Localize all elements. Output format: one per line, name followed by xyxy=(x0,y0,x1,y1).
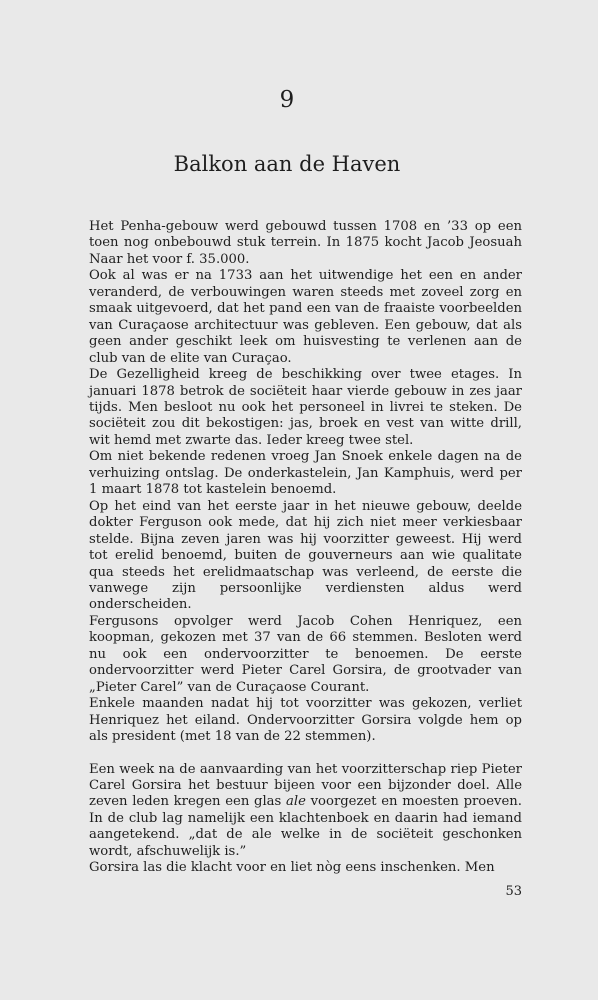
paragraph-2: Ook al was er na 1733 aan het uitwendige het een en ander veranderd, de verbouwingen waren steeds met zoveel zorg en smaak uitgevoerd, dat het pand een van de fraaiste voorbeelden van Curaçaose architectuur was gebleven. Een gebouw, dat als geen ander geschikt leek om huisvesting te verlenen aan de club van de elite van Curaçao. xyxy=(89,268,522,366)
paragraph-8-text-end: voorgezet en moesten proeven. In de club lag namelijk een klachtenboek en daarin had iemand aangetekend. „dat de ale welke in de sociëteit geschonken wordt, afschuwelijk is.” xyxy=(89,794,522,859)
paragraph-4: Om niet bekende redenen vroeg Jan Snoek enkele dagen na de verhuizing ontslag. De onderkastelein, Jan Kamphuis, werd per 1 maart 1878 tot kastelein benoemd. xyxy=(89,449,522,498)
chapter-title: Balkon aan de Haven xyxy=(173,152,401,176)
paragraph-7: Enkele maanden nadat hij tot voorzitter was gekozen, verliet Henriquez het eiland. Ondervoorzitter Gorsira volgde hem op als president (met 18 van de 22 stemmen). xyxy=(89,696,522,745)
paragraph-5: Op het eind van het eerste jaar in het nieuwe gebouw, deelde dokter Ferguson ook mede, dat hij zich niet meer verkiesbaar stelde. Bijna zeven jaren was hij voorzitter geweest. Hij werd tot erelid benoemd, buiten de gouverneurs aan wie qualitate qua steeds het erelidmaatschap was verleend, de eerste die vanwege zijn persoonlijke verdiensten aldus werd onderscheiden. xyxy=(89,498,522,613)
paragraph-1: Het Penha-gebouw werd gebouwd tussen 1708 en ’33 op een toen nog onbebouwd stuk terrein. In 1875 kocht Jacob Jeosuah Naar het voor f. 35.000. xyxy=(89,219,522,267)
paragraph-8-emphasis: ale xyxy=(286,794,306,810)
paragraph-3: De Gezelligheid kreeg de beschikking over twee etages. In januari 1878 betrok de sociëteit haar vierde gebouw in zes jaar tijds. Men besloot nu ook het personeel in livrei te steken. De sociëteit zou dit bekostigen: jas, broek en vest van witte drill, wit hemd met zwarte das. Ieder kreeg twee stel. xyxy=(89,367,522,448)
body-text xyxy=(89,219,522,877)
paragraph-6: Fergusons opvolger werd Jacob Cohen Henriquez, een koopman, gekozen met 37 van de 66 stemmen. Besloten werd nu ook een ondervoorzitter te benoemen. De eerste ondervoorzitter werd Pieter Carel Gorsira, de grootvader van „Pieter Carel” van de Curaçaose Courant. xyxy=(89,613,522,695)
paragraph-8-text: Een week na de aanvaarding van het voorzitterschap riep Pieter Carel Gorsira het bestuur bijeen voor een bijzonder doel. Alle zeven leden kregen een glas xyxy=(89,761,522,810)
paragraph-8 xyxy=(89,762,522,861)
chapter-number: 9 xyxy=(279,87,295,113)
page-number: 53 xyxy=(505,884,522,899)
paragraph-9: Gorsira las die klacht voor en liet nòg eens inschenken. Men xyxy=(89,860,495,876)
